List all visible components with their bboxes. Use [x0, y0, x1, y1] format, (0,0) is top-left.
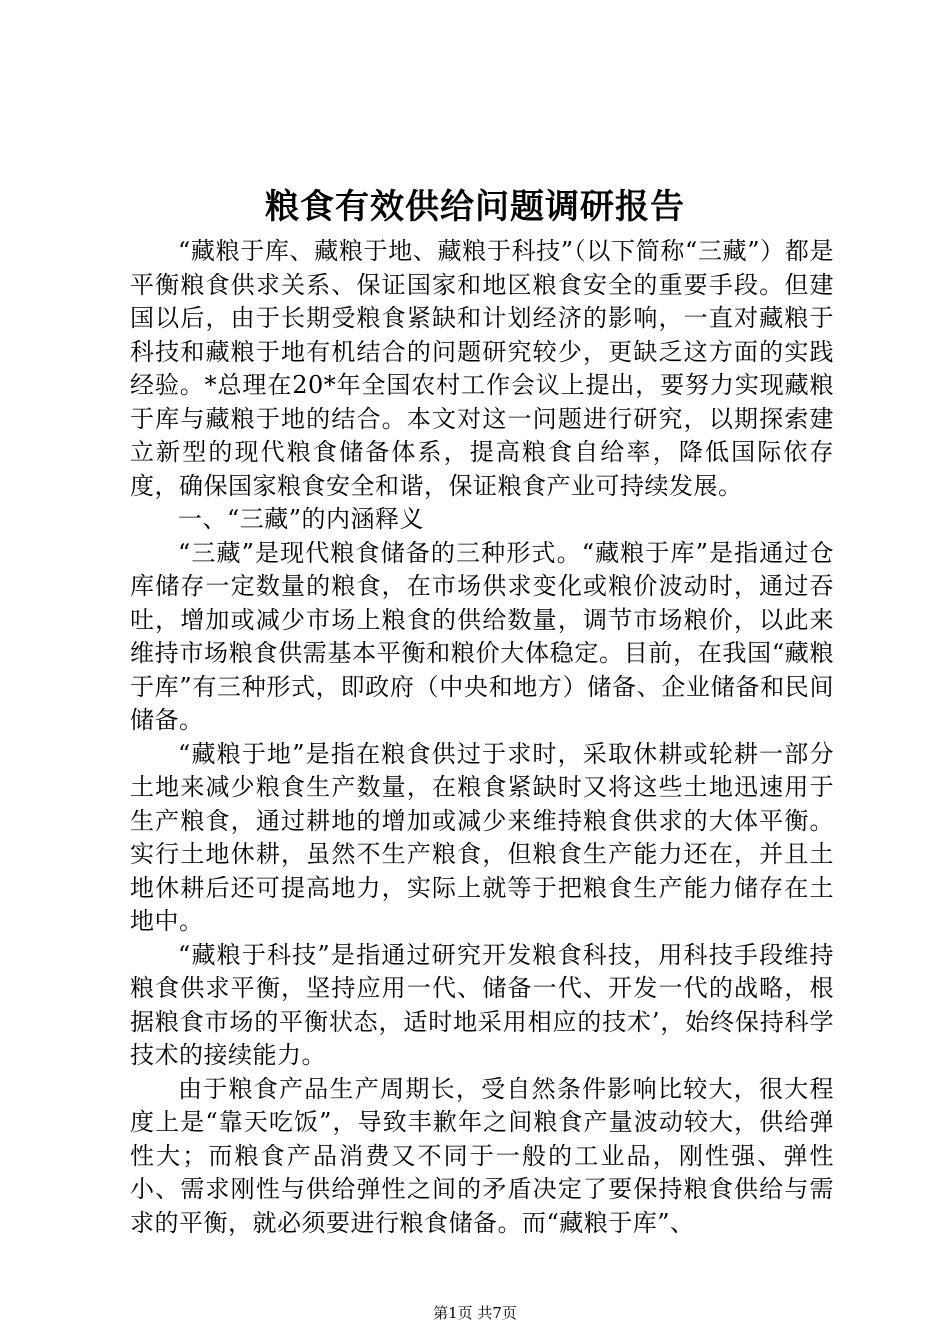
paragraph-storage-in-warehouse: “三藏”是现代粮食储备的三种形式。“藏粮于库”是指通过仓库储存一定数量的粮食，在市场供求变化或粮价波动时，通过吞吐，增加或减少市场上粮食的供给数量，调节市场粮价，以此来维持市场粮食供需基本平衡和粮价大体稳定。目前，在我国“藏粮于库”有三种形式，即政府（中央和地方）储备、企业储备和民间储备。: [130, 538, 834, 734]
paragraph-storage-in-technology: “藏粮于科技”是指通过研究开发粮食科技，用科技手段维持粮食供求平衡，坚持应用一代、储备一代、开发一代的战略，根据粮食市场的平衡状态，适时地采用相应的技术’，始终保持科学技术的接续能力。: [130, 940, 834, 1069]
intro-paragraph: “藏粮于库、藏粮于地、藏粮于科技”（以下简称“三藏”）都是平衡粮食供求关系、保证国家和地区粮食安全的重要手段。但建国以后，由于长期受粮食紧缺和计划经济的影响，一直对藏粮于科技和藏粮于地有机结合的问题研究较少，更缺乏这方面的实践经验。*总理在20*年全国农村工作会议上提出，要努力实现藏粮于库与藏粮于地的结合。本文对这一问题进行研究，以期探索建立新型的现代粮食储备体系，提高粮食自给率，降低国际依存度，确保国家粮食安全和谐，保证粮食产业可持续发展。: [130, 237, 834, 500]
paragraph-storage-in-land: “藏粮于地”是指在粮食供过于求时，采取休耕或轮耕一部分土地来减少粮食生产数量，在粮食紧缺时又将这些土地迅速用于生产粮食，通过耕地的增加或减少来维持粮食供求的大体平衡。实行土地休耕，虽然不生产粮食，但粮食生产能力还在，并且土地休耕后还可提高地力，实际上就等于把粮食生产能力储存在土地中。: [130, 739, 834, 935]
document-title: 粮食有效供给问题调研报告: [265, 187, 685, 227]
page-footer: 第1页 共7页: [433, 1304, 517, 1322]
paragraph-grain-production: 由于粮食产品生产周期长，受自然条件影响比较大，很大程度上是“靠天吃饭”，导致丰歉年之间粮食产量波动较大，供给弹性大；而粮食产品消费又不同于一般的工业品，刚性强、弹性小、需求刚性与供给弹性之间的矛盾决定了要保持粮食供给与需求的平衡，就必须要进行粮食储备。而“藏粮于库”、: [130, 1074, 834, 1237]
document-body: [130, 235, 834, 1240]
section-heading: 一、“三藏”的内涵释义: [178, 505, 425, 533]
